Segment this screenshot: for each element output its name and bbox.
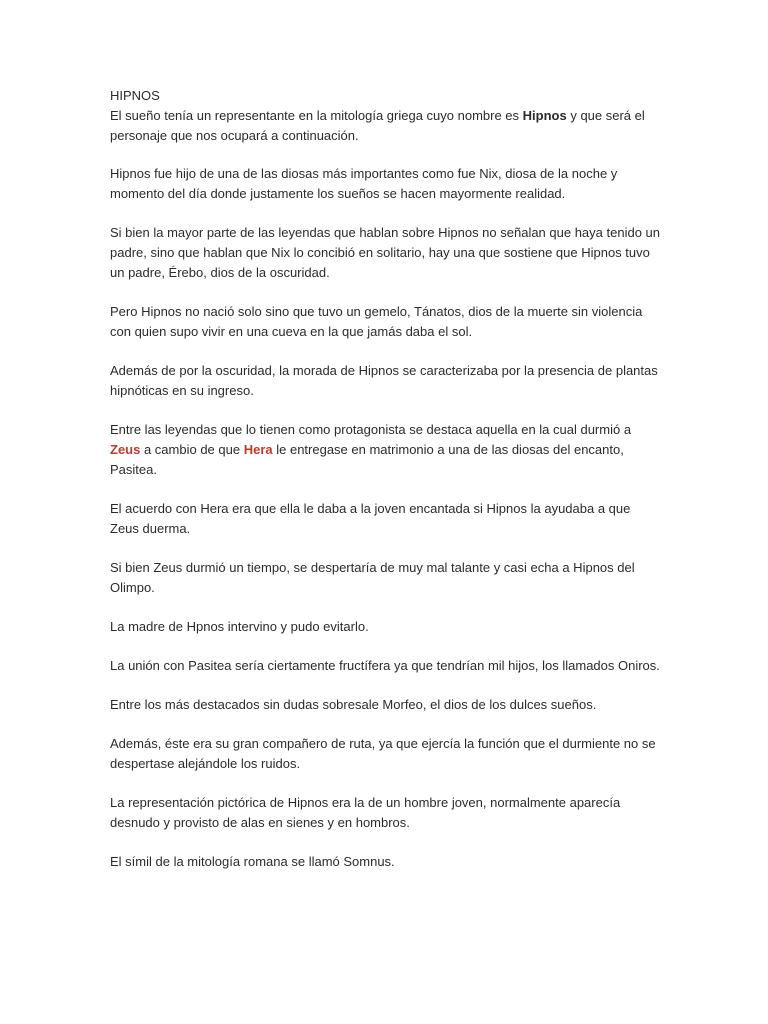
paragraph-11: Entre los más destacados sin dudas sobresale Morfeo, el dios de los dulces sueños. <box>110 697 597 712</box>
paragraph-6 <box>110 420 662 480</box>
paragraph-1-text-a: El sueño tenía un representante en la mitología griega cuyo nombre es <box>110 108 523 123</box>
paragraph-6-text-e: le entregase en matrimonio a una de las diosas del encanto, Pasitea. <box>110 442 624 477</box>
paragraph-6-text-a: Entre las leyendas que lo tienen como protagonista se destaca aquella en la cual durmió a <box>110 422 632 437</box>
paragraph-13: La representación pictórica de Hipnos era la de un hombre joven, normalmente aparecía desnudo y provisto de alas en sienes y en hombros. <box>110 795 621 830</box>
hipnos-bold-term: Hipnos <box>522 108 567 123</box>
paragraph-2: Hipnos fue hijo de una de las diosas más importantes como fue Nix, diosa de la noche y momento del día donde justamente los sueños se hacen mayormente realidad. <box>110 166 618 201</box>
paragraph-10: La unión con Pasitea sería ciertamente fructífera ya que tendrían mil hijos, los llamados Oniros. <box>110 658 660 673</box>
paragraph-3: Si bien la mayor parte de las leyendas que hablan sobre Hipnos no señalan que haya tenido un padre, sino que hablan que Nix lo concibió en solitario, hay una que sostiene que Hipnos tuvo un padre, Érebo, dios de la oscuridad. <box>110 225 660 280</box>
paragraph-7: El acuerdo con Hera era que ella le daba a la joven encantada si Hipnos la ayudaba a que Zeus duerma. <box>110 501 631 536</box>
paragraph-1 <box>110 106 662 146</box>
paragraph-6-text-c: a cambio de que <box>140 442 244 457</box>
document-body <box>110 86 662 891</box>
hera-link[interactable]: Hera <box>243 442 273 457</box>
paragraph-5: Además de por la oscuridad, la morada de Hipnos se caracterizaba por la presencia de plantas hipnóticas en su ingreso. <box>110 363 658 398</box>
zeus-link[interactable]: Zeus <box>110 442 141 457</box>
paragraph-12: Además, éste era su gran compañero de ruta, ya que ejercía la función que el durmiente no se despertase alejándole los ruidos. <box>110 736 656 771</box>
paragraph-14: El símil de la mitología romana se llamó Somnus. <box>110 854 395 869</box>
paragraph-9: La madre de Hpnos intervino y pudo evitarlo. <box>110 619 369 634</box>
paragraph-8: Si bien Zeus durmió un tiempo, se despertaría de muy mal talante y casi echa a Hipnos del Olimpo. <box>110 560 635 595</box>
paragraph-4: Pero Hipnos no nació solo sino que tuvo un gemelo, Tánatos, dios de la muerte sin violencia con quien supo vivir en una cueva en la que jamás daba el sol. <box>110 304 643 339</box>
paragraph-1-text-c: y que será el personaje que nos ocupará a continuación. <box>110 108 645 143</box>
document-title: HIPNOS <box>110 88 160 103</box>
